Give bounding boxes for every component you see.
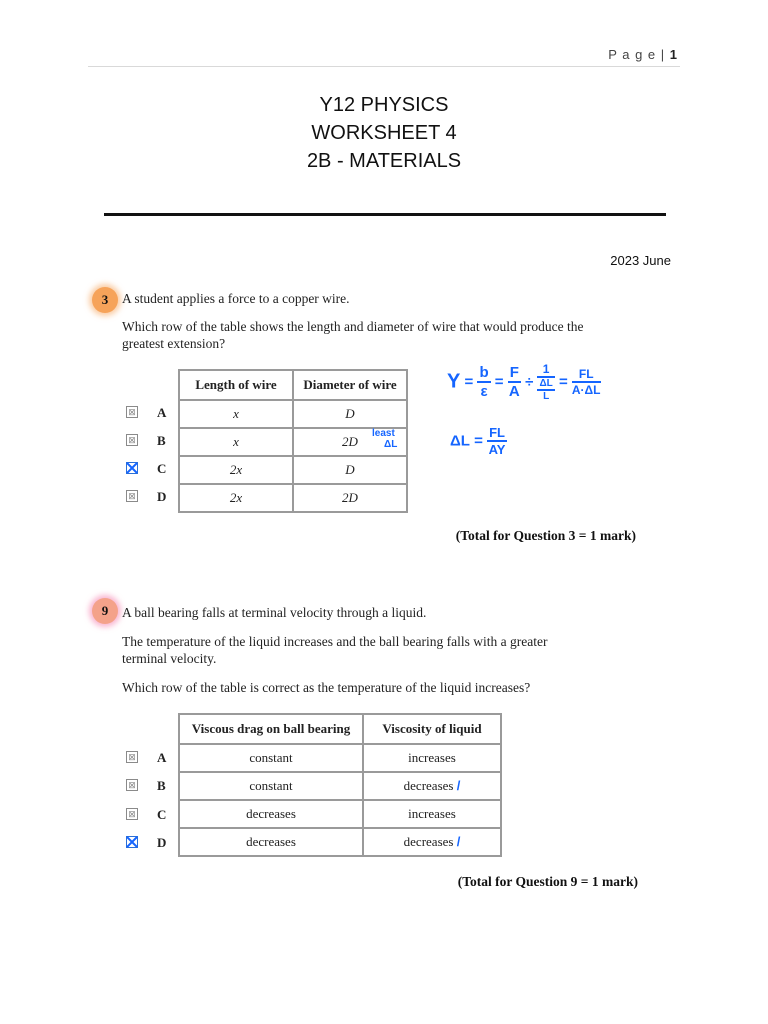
table-cell: D	[293, 400, 407, 428]
table-header: Length of wire	[179, 370, 293, 400]
handwritten-extension-equation: ΔL = $\frac{FL}{AY}$	[450, 425, 506, 457]
title-line-2: WORKSHEET 4	[311, 122, 457, 144]
table-cell: 2x	[179, 484, 293, 512]
fraction-denominator: A	[508, 383, 520, 400]
q3-option-d-checkbox[interactable]: ⊠	[126, 490, 138, 502]
question-9-text: A ball bearing falls at terminal velocity through a liquid.	[122, 605, 427, 620]
cell-text: decreases	[403, 778, 454, 793]
table-cell: D	[293, 456, 407, 484]
table-cell: 2D	[293, 484, 407, 512]
page-number-label	[608, 47, 678, 62]
fraction	[572, 367, 601, 397]
question-3-text: A student applies a force to a copper wire.	[122, 291, 350, 306]
table-cell: constant	[179, 744, 363, 772]
title-line-3: 2B - MATERIALS	[306, 150, 462, 172]
table-cell	[363, 828, 501, 856]
fraction	[487, 425, 507, 457]
question-3-prompt-line-2: greatest extension?	[122, 336, 226, 351]
cell-text: decreases	[246, 834, 296, 849]
q9-option-c-checkbox[interactable]: ⊠	[126, 808, 138, 820]
page-number: 1	[669, 47, 678, 62]
q3-option-b-letter: B	[157, 433, 166, 448]
fraction-numerator: F	[509, 364, 519, 381]
least-note-line-1: least	[372, 428, 395, 439]
fraction-numerator: b	[479, 364, 489, 381]
table-cell: x	[179, 428, 293, 456]
question-3-number: 3	[92, 287, 118, 313]
fraction-numerator: FL	[489, 425, 505, 440]
table-header: Diameter of wire	[293, 370, 407, 400]
page-label: P a g e |	[608, 47, 666, 62]
q3-option-d-letter: D	[157, 489, 167, 504]
fraction-denominator: AY	[488, 442, 506, 457]
question-9-paragraph-line-1: The temperature of the liquid increases and the ball bearing falls with a greater	[122, 634, 548, 649]
nested-fraction-numerator: ΔL	[539, 378, 553, 389]
table-header: Viscosity of liquid	[363, 714, 501, 744]
q9-option-a-checkbox[interactable]: ⊠	[126, 751, 138, 763]
question-9-prompt: Which row of the table is correct as the temperature of the liquid increases?	[122, 680, 531, 695]
question-9-paragraph-line-2: terminal velocity.	[122, 651, 217, 666]
question-9-table	[178, 713, 502, 857]
handwritten-tick-mark: /	[456, 834, 461, 849]
least-note-line-2: ΔL	[384, 439, 398, 450]
q9-option-b-letter: B	[157, 778, 166, 793]
nested-fraction-denominator: L	[543, 391, 550, 402]
q9-option-a-letter: A	[157, 750, 167, 765]
table-cell: x	[179, 400, 293, 428]
fraction-denominator: A·ΔL	[571, 383, 601, 397]
q3-option-c-letter: C	[157, 461, 167, 476]
table-cell: 2D	[293, 428, 407, 456]
title-divider	[104, 213, 666, 216]
question-9-number: 9	[92, 598, 118, 624]
q9-option-c-letter: C	[157, 807, 167, 822]
question-3-prompt-line-1: Which row of the table shows the length and diameter of wire that would produce the	[122, 319, 584, 334]
q3-option-a-checkbox[interactable]: ⊠	[126, 406, 138, 418]
header-divider	[88, 66, 680, 67]
table-cell: increases	[363, 744, 501, 772]
q3-option-b-checkbox[interactable]: ⊠	[126, 434, 138, 446]
handwritten-least-note	[372, 428, 397, 450]
fraction-numerator: 1	[537, 362, 554, 378]
table-cell	[179, 828, 363, 856]
fraction-numerator: FL	[572, 367, 601, 383]
fraction-denominator	[537, 378, 554, 402]
handwritten-young-modulus-equation: Y = $\frac{b}{\varepsilon}$ = $\frac{F}{A}$ ÷ $\frac{1}{\frac{\Delta L}{L}}$ = $\frac{FL}{A\cdot\Delta L}$	[447, 362, 601, 402]
question-9-total: (Total for Question 9 = 1 mark)	[457, 874, 638, 889]
fraction	[477, 364, 490, 400]
table-cell: 2x	[179, 456, 293, 484]
exam-date: 2023 June	[610, 253, 671, 268]
table-cell: decreases	[179, 800, 363, 828]
q9-option-b-checkbox[interactable]: ⊠	[126, 779, 138, 791]
nested-fraction	[537, 378, 554, 402]
q9-option-d-checkbox[interactable]	[126, 836, 138, 848]
q3-option-a-letter: A	[157, 405, 167, 420]
question-3-total: (Total for Question 3 = 1 mark)	[455, 528, 636, 543]
table-cell	[363, 772, 501, 800]
table-header: Viscous drag on ball bearing	[179, 714, 363, 744]
q9-option-d-letter: D	[157, 835, 167, 850]
q3-option-c-checkbox[interactable]	[126, 462, 138, 474]
eq-lhs: Y	[447, 370, 461, 393]
table-cell: increases	[363, 800, 501, 828]
handwritten-tick-mark: /	[456, 778, 461, 793]
fraction	[537, 362, 554, 402]
fraction-denominator: ε	[480, 383, 488, 400]
title-line-1: Y12 PHYSICS	[319, 94, 449, 116]
fraction	[508, 364, 521, 400]
cell-text: decreases	[403, 834, 454, 849]
eq-lhs: ΔL	[450, 432, 470, 450]
cell-text: constant	[249, 778, 293, 793]
cross-mark-icon	[126, 462, 138, 474]
table-cell	[179, 772, 363, 800]
cross-mark-icon	[126, 836, 138, 848]
